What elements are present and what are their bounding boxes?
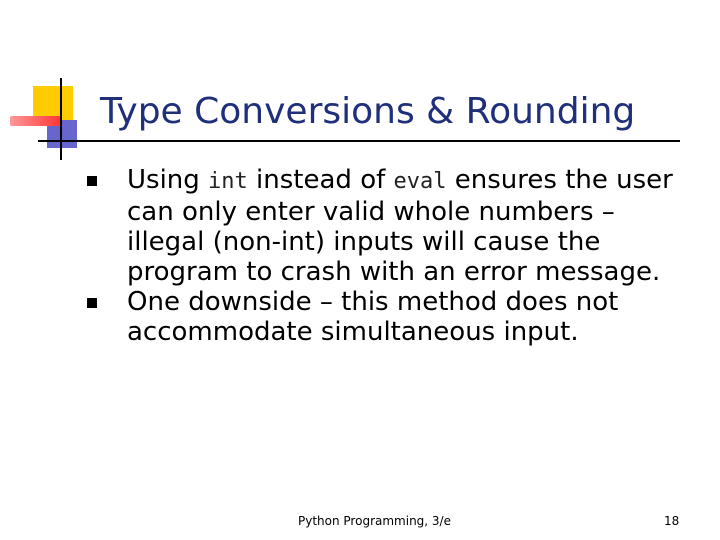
page-number: 18: [664, 514, 680, 528]
code-keyword-eval: eval: [393, 169, 447, 194]
bullet-item: [87, 165, 687, 287]
slide-logo-decoration: [0, 0, 110, 170]
bullet-item: [87, 287, 687, 347]
bullet-text: One downside – this method does not accommodate simultaneous input.: [127, 287, 619, 347]
title-underline: [38, 140, 680, 142]
bullet-marker-icon: [87, 176, 97, 186]
text-segment: instead of: [247, 165, 394, 195]
logo-red-bar: [10, 116, 62, 126]
code-keyword-int: int: [208, 169, 248, 194]
bullet-text: [127, 165, 673, 287]
bullet-marker-icon: [87, 298, 97, 308]
logo-vertical-line: [60, 78, 62, 160]
slide-title: Type Conversions & Rounding: [100, 91, 636, 132]
bullet-list: [87, 165, 687, 347]
text-segment: Using: [127, 165, 209, 195]
footer-text: Python Programming, 3/e: [298, 514, 451, 528]
text-segment: ensures the user can only enter valid whole numbers – illegal (non-int) inputs will cause the program to crash with an error message.: [127, 165, 673, 287]
